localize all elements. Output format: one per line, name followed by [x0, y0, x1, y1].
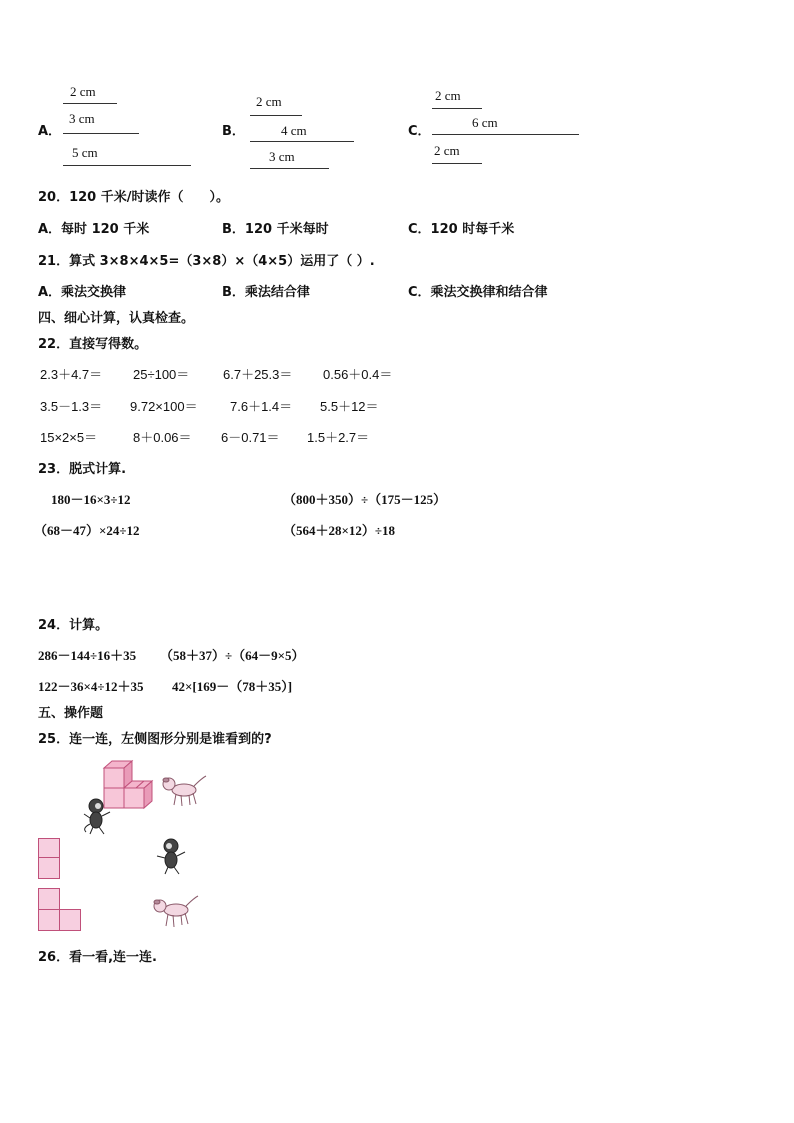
- q19-c-seg1-label: 2 cm: [435, 88, 461, 103]
- q22-item: 5.5＋12＝: [320, 399, 379, 414]
- q19-b-seg3-label: 3 cm: [269, 149, 295, 164]
- q23-expression-1: 180－16×3÷12: [51, 492, 131, 507]
- q23-title: 23．脱式计算.: [38, 462, 127, 477]
- q19-a-seg1-label: 2 cm: [70, 84, 96, 99]
- q19-c-seg3-label: 2 cm: [434, 143, 460, 158]
- q20-question: 20．120 千米/时读作（ ）。: [38, 190, 230, 205]
- q22-title: 22．直接写得数。: [38, 337, 148, 352]
- q24-expression-4: 42×[169－（78＋35）]: [172, 679, 293, 694]
- q22-item: 0.56＋0.4＝: [323, 367, 393, 382]
- q22-item: 9.72×100＝: [130, 399, 198, 414]
- q19-a-seg2-label: 3 cm: [69, 111, 95, 126]
- q19-a-seg2-line: [63, 133, 139, 134]
- q21-option-c: C．乘法交换律和结合律: [408, 285, 548, 300]
- q19-c-seg3-line: [432, 163, 482, 164]
- q23-expression-4: （564＋28×12）÷18: [283, 523, 396, 538]
- q21-option-b: B．乘法结合律: [222, 285, 310, 300]
- q22-item: 6.7＋25.3＝: [223, 367, 293, 382]
- q19-a-seg1-line: [63, 103, 117, 104]
- dog-icon: [160, 772, 208, 808]
- q19-b-seg2-line: [250, 141, 354, 142]
- q19-b-seg1-line: [250, 115, 302, 116]
- q21-question: 21．算式 3×8×4×5=（3×8）×（4×5）运用了（ ）.: [38, 254, 375, 269]
- q22-item: 3.5－1.3＝: [40, 399, 103, 414]
- q23-expression-3: （68－47）×24÷12: [34, 523, 140, 538]
- q19-c-seg1-line: [432, 108, 482, 109]
- q22-item: 25÷100＝: [133, 367, 190, 382]
- q19-option-b-letter: B．: [222, 124, 245, 139]
- q19-a-seg3-line: [63, 165, 191, 166]
- q22-item: 2.3＋4.7＝: [40, 367, 103, 382]
- monkey-icon: [80, 796, 116, 836]
- q19-b-seg2-label: 4 cm: [281, 123, 307, 138]
- q20-option-a: A．每时 120 千米: [38, 222, 150, 237]
- q19-option-a-letter: A．: [38, 124, 62, 139]
- q25-title: 25．连一连，左侧图形分别是谁看到的?: [38, 732, 272, 747]
- q24-title: 24．计算。: [38, 618, 109, 633]
- q20-option-c: C．120 时每千米: [408, 222, 515, 237]
- q22-item: 7.6＋1.4＝: [230, 399, 293, 414]
- q22-item: 6－0.71＝: [221, 430, 280, 445]
- q21-option-a: A．乘法交换律: [38, 285, 127, 300]
- section-5-heading: 五、操作题: [38, 706, 104, 721]
- q19-option-c-letter: C．: [408, 124, 431, 139]
- monkey-icon: [153, 836, 189, 876]
- q22-item: 15×2×5＝: [40, 430, 98, 445]
- q22-item: 1.5＋2.7＝: [307, 430, 370, 445]
- dog-icon: [150, 894, 200, 930]
- q20-option-b: B．120 千米每时: [222, 222, 329, 237]
- q19-b-seg3-line: [250, 168, 329, 169]
- q22-item: 8＋0.06＝: [133, 430, 192, 445]
- q19-c-seg2-label: 6 cm: [472, 115, 498, 130]
- q19-b-seg1-label: 2 cm: [256, 94, 282, 109]
- section-4-heading: 四、细心计算，认真检查。: [38, 311, 195, 326]
- q19-a-seg3-label: 5 cm: [72, 145, 98, 160]
- q24-expression-1: 286－144÷16＋35: [38, 648, 137, 663]
- q23-expression-2: （800＋350）÷（175－125）: [283, 492, 447, 507]
- q19-c-seg2-line: [432, 134, 579, 135]
- q24-expression-3: 122－36×4÷12＋35: [38, 679, 144, 694]
- q24-expression-2: （58＋37）÷（64－9×5）: [160, 648, 305, 663]
- q26-title: 26．看一看,连一连.: [38, 950, 157, 965]
